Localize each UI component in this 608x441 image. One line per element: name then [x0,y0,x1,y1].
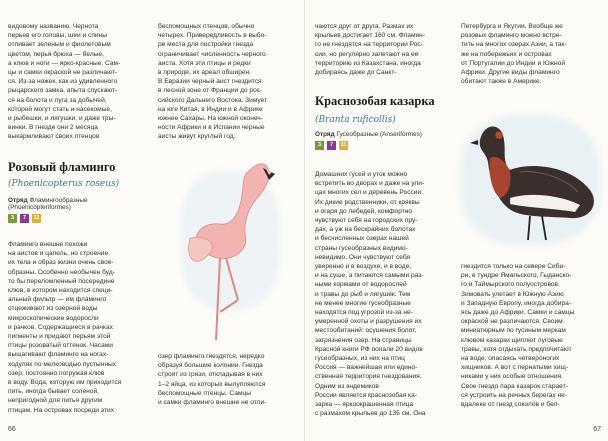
order-latin: (Phoenicopteriformes) [8,204,71,211]
paragraph: чаются друг от друга. Размах их крыльев достигает 160 см. Фламин- го не гнездятся на территории Рос- сии, но регулярно залетают на ее территорию из Казахстана, иногда добираясь даже до Санкт- [315,23,426,77]
right-col1-top-text [315,22,451,82]
flamingo-col2-bottom-text [158,352,300,424]
badge-7: 7 [20,214,29,223]
order-label: Отряд [8,197,28,204]
badge-7: 7 [327,141,336,150]
flamingo-illustration [150,140,300,350]
order-name: Гусеобразные (Anseriformes) [336,131,422,138]
status-badges [315,141,455,150]
goose-header [315,94,455,150]
goose-body-text [315,170,455,424]
paragraph: беспомощных птенцов, обычно четырех. Привередливость в выбо- ре места для постройки гнезда ограничивает численность черного аиста. Хотя эти птицы и редки в природе, их ареал обширен. В Евразии черный аист гнездится в лесной зоне от Франции до рос- сийского Дальнего Востока. Зимует на юге Китая, в Индии и в Африке южнее Сахары. На южной оконеч- ности Африки и в Испании черные аисты живут круглый год. [158,23,268,140]
goose-col2-bottom-text [461,262,601,424]
order-name: Фламингообразные [29,197,88,204]
flamingo-order [8,197,158,211]
paragraph: озер фламинго гнездятся, нередко образуя большие колонии. Гнезда строят из грязи, откладывая в них 1–2 яйца, из которых вылупляются беспомощные птенцы. Самцы и самки фламинго внешне не отли- [158,353,267,407]
order-label: Отряд [315,131,335,138]
flamingo-header [8,160,158,223]
flamingo-body-text [8,240,150,424]
badge-11: 11 [33,215,40,221]
page-number-right: 67 [593,426,601,433]
goose-order [315,131,455,138]
paragraph: Фламинго внешне похожи на аистов и цапель, но строение их тела и образ жизни очень свое- образны. Особенно необычен буд- то бы переломленный посередине клюв, в котором находится специ- альный фильтр — им фламинго отцеживают из озерной воды микроскопические водоросли и рачков. Содержащиеся в рачках пигменты и придают перьям этой птицы розоватый оттенок. Часами вышагивают фламинго на ногах- ходулях по мелководью пустынных озер, постоянно погружая клюв в воду. Вода, которую им приходится пить, иногда бывает соленой, непригодной для питья другим птицам. На островах посреди этих [8,241,122,414]
paragraph: гнездится только на севере Сиби- ри, в тундре Ямальского, Гыданско- го и Таймырского полуостровов. Зимовать улетает в Южную Азию и Западную Европу, иногда добира- ясь даже до Африки. Самки и самцы окраской не различаются. Своим миниатюрным по гусиным меркам клювом казарки щиплют луговые травы, хотя отдыхать предпочитают на воде, опасаясь четвероногих хищников. А вот с пернатыми хищ- никами у них особые отношения. Свое гнездо пара казарок старает- ся устроить на речных берегах не- вдалеке от гнезд соколов и бел- [461,263,575,409]
left-col2-top-text [158,22,298,140]
flamingo-latin-name: (Phoenicopterus roseus) [8,179,120,189]
goose-latin-name: (Branta ruficollis) [315,115,396,125]
goose-illustration [450,100,605,260]
paragraph: видовому названию. Чернота перьев его головы, шеи и спины отливает зеленым и фиолетовым цветом, перья брюха — белые, а клюв и ноги — ярко-красные. Сам- цы и самки окраской не различают- ся. Из-за ножек, как из удивленного рыцарского замка, апыта спускают- ся на болота и луга за добычей, которой могут стать и насекомые, и рыбешки, и лягушки, и даже тры- винки. В гнезде они 2 месяца выкармливают своих птенцов [8,23,121,141]
flamingo-drawing [150,140,300,350]
right-col2-top-text [461,22,601,88]
left-col1-top-text [8,22,148,142]
status-badges [8,214,158,223]
goose-title: Краснозобая казарка [315,94,435,108]
right-page [304,0,608,441]
goose-drawing [450,100,605,260]
flamingo-title: Розовый фламинго [8,160,116,174]
badge-3: 3 [315,141,324,150]
paragraph: Домашних гусей и уток можно встретить во дворах и даже на ули- цах многих сел и деревень России. Их дикие родственники, от кряквы и огаря до лебедей, комфортно чувствуют себя на городских пру- дах, а уж на бескрайних болотах и бесчисленных озерах нашей страны гусеобразных видимо- невидимо. Они чувствуют себя уверенно и в воздухе, и в воде, и на суше, а питаются самыми раз- ными кормами от водорослей и травы до рыб и лягушек. Тем не менее многие гусеобразные находятся под угрозой из-за не- умеренной охоты и разрушения их местообитаний: осушения болот, загрязнения озер. На страницы Красной книги РФ попали 20 видов гусеобразных, из них на птиц Россия — важнейшая или едино- ственная территория гнездования. Одним из эндемиков России является краснозобая ка- зарка — яркоокрашенная птица с размахом крыльев до 135 см. Она [315,171,426,418]
page-number-left: 66 [8,426,16,433]
badge-3: 3 [8,214,17,223]
badge-11: 11 [340,142,347,148]
paragraph: Петербурга и Якутии. Вообще же розовых фламинго можно встре- тить на многих озерах Азии, а так- же на побережьях и островах от Португалии до Индии и Южной Африки. Другие виды фламинго обитают также в Америке. [461,23,567,86]
